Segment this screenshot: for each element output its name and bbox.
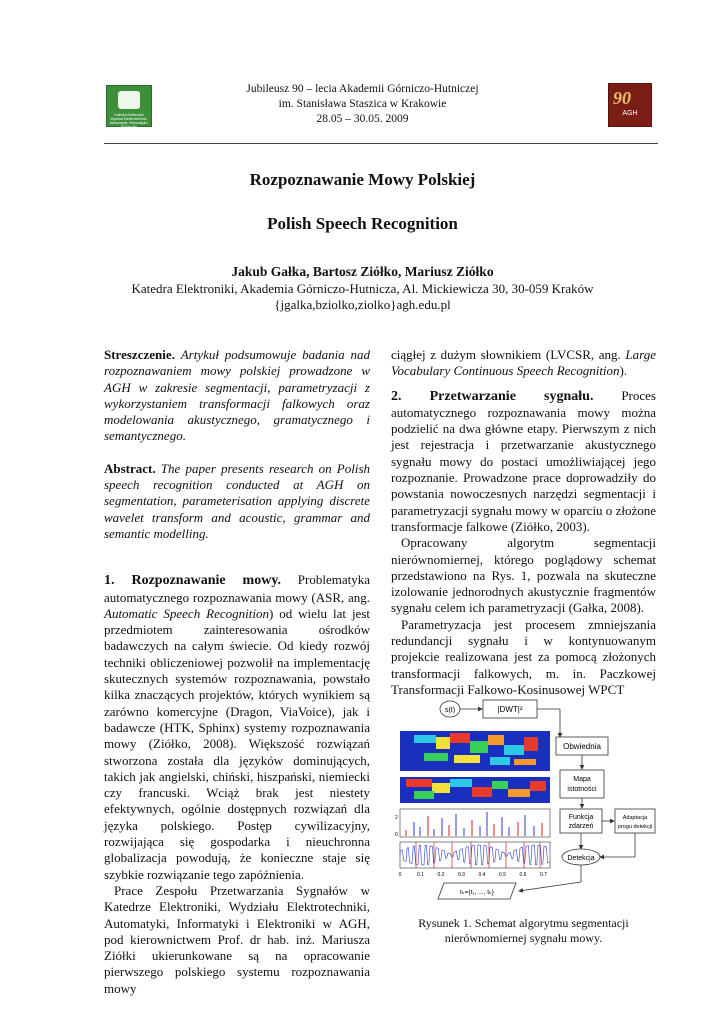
x-tick-label: 0.2 <box>437 872 445 878</box>
section2-paragraph2: Opracowany algorytm segmentacji nierównomiernej, którego poglądowy schemat przedstawiono na Rys. 1, pozwala na skuteczne izolowanie jednorodnych akustycznie fragmentów sygnału celem ich parametryzacji (Gałka, 2008). <box>391 535 656 616</box>
header-divider <box>104 143 658 144</box>
x-tick-label: 0.4 <box>478 872 486 878</box>
x-tick-label: 0.6 <box>519 872 527 878</box>
right-p0-c: ). <box>619 363 628 379</box>
event-function-label-2: zdarzeń <box>568 823 594 830</box>
section1-paragraph2: Prace Zespołu Przetwarzania Sygnałów w Katedrze Elektroniki, Wydziału Elektrotechniki, Automatyki, Informatyki i Elektroniki w AGH, pod kierownictwem Prof. dr hab. inż. Mariusza Ziółki ukierunkowane są na opracowanie pierwszego polskiego systemu rozpoznawania mowy <box>104 882 370 996</box>
significance-map-node <box>560 770 604 798</box>
figure-1-diagram <box>394 697 656 905</box>
header-line-2: im. Stanisława Staszica w Krakowie <box>278 98 447 110</box>
waveform-plot <box>399 842 550 878</box>
spectrogram-2 <box>400 777 550 803</box>
streszczenie-text: Artykuł podsumowuje badania nad rozpoznawaniem mowy polskiej prowadzone w AGH w zakresie segmentacji, parametryzacji z wykorzystaniem transformacji falkowych oraz modelowania akustycznego, gramatycznego i semantycznego. <box>104 347 370 444</box>
event-function-label-1: Funkcja <box>568 814 594 821</box>
detection-node-label: Detekcja <box>567 855 595 862</box>
x-tick-label: 0.7 <box>540 872 547 878</box>
abstract-label: Abstract. <box>104 460 156 476</box>
event-function-plot <box>395 809 550 838</box>
dwt-node-label: |DWT|² <box>497 705 523 714</box>
authors: Jakub Gałka, Bartosz Ziółko, Mariusz Ziółko <box>231 264 494 279</box>
envelope-node-label: Obwiednia <box>563 742 601 751</box>
title-english: Polish Speech Recognition <box>267 214 458 233</box>
section1-paragraph1 <box>104 572 370 883</box>
section1-text-a: Problematyka automatycznego rozpoznawania mowy (ASR, ang. <box>104 572 370 605</box>
output-node-label: tₖ={t₁, ..., tₖ} <box>460 889 494 896</box>
logo-e-icon <box>118 91 140 109</box>
x-tick-label: 0 <box>398 872 402 878</box>
right-column <box>391 347 656 698</box>
threshold-adaptation-label-1: Adaptacja <box>622 815 648 821</box>
logo-agh-text: AGH <box>622 110 638 117</box>
affiliation-block <box>0 281 725 313</box>
logo-90-number: 90 <box>613 88 631 108</box>
threshold-adaptation-label-2: progu detekcji <box>617 824 653 830</box>
streszczenie-paragraph <box>104 347 370 445</box>
conference-logo-left <box>106 85 152 127</box>
signal-node-label: s(t) <box>444 707 456 714</box>
section2-text: Proces automatycznego rozpoznawania mowy można podzielić na dwa główne etapy. Pierwszym z nich jest rejestracja i przetwarzanie akustycznego sygnału mowy do postaci umożliwiającej jego rozpoznanie. Prowadzone prace doprowadziły do powstania nowoczesnych narzędzi segmentacji i parametryzacji sygnału mowy w oparciu o złożone transformacje falkowe (Ziółko, 2003). <box>391 387 656 534</box>
event-y-label-2: 2 <box>395 815 398 821</box>
section1-text-c: ) od wielu lat jest przedmiotem zainteresowania ośrodków badawczych na całym świecie. Od kiedy rozwój techniki obliczeniowej pozwolił na implementację skutecznych systemów rozpoznawania, powstało kilka znaczących projektów, których wynikiem są zarówno komercyjne (Dragon, ViaVoice), jak i badawcze (HTK, Sphinx) systemy rozpoznawania mowy (Ziółko, 2008). Większość rozwiązań stworzona została dla języków dominujących, takich jak angielski, chiński, hiszpański, niemiecki czy francuski. Wciąż brak jest niestety efektywnych, ogólnie dostępnych rozwiązań dla języka polskiego. Postęp cywilizacyjny, rozwijająca się gospodarka i nieuchronna globalizacja powodują, że konieczne staje się szybkie rozwiązanie tego zapóźnienia. <box>104 605 370 882</box>
abstract-paragraph <box>104 461 370 542</box>
section2-heading: 2. Przetwarzanie sygnału. <box>391 388 594 404</box>
x-tick-label: 0.5 <box>499 872 506 878</box>
conference-header <box>180 82 545 127</box>
abstract-text: The paper presents research on Polish speech recognition conducted at AGH on segmentation, parameterisation applying discrete wavelet transform and acoustic, grammar and semantic modelling. <box>104 460 370 541</box>
significance-map-label-1: Mapa <box>573 776 591 783</box>
significance-map-label-2: istotności <box>567 786 597 793</box>
right-p0-a: ciągłej z dużym słownikiem (LVCSR, ang. <box>391 347 621 362</box>
spectrogram-1 <box>400 731 550 771</box>
title-polish: Rozpoznawanie Mowy Polskiej <box>249 170 476 189</box>
streszczenie-label: Streszczenie. <box>104 347 175 362</box>
section1-heading: 1. Rozpoznawanie mowy. <box>104 573 282 589</box>
agh-90-logo <box>608 83 652 127</box>
event-y-label-0: 0 <box>395 832 398 838</box>
right-paragraph0 <box>391 347 656 380</box>
section1-text-b: Automatic Speech Recognition <box>104 605 269 621</box>
affiliation: Katedra Elektroniki, Akademia Górniczo-Hutnicza, Al. Mickiewicza 30, 30-059 Kraków <box>131 281 594 296</box>
figure-svg <box>394 697 656 905</box>
right-p0-b: Large Vocabulary Continuous Speech Recognition <box>391 347 656 379</box>
logo-left-text: Katedra Elektroniki Wydział Elektrotechniki, Automatyki, Informatyki i Elektroniki <box>109 113 149 129</box>
header-line-1: Jubileusz 90 – lecia Akademii Górniczo-Hutniczej <box>246 83 479 95</box>
figure-caption: Rysunek 1. Schemat algorytmu segmentacji nierównomiernej sygnału mowy. <box>418 916 629 945</box>
emails: {jgalka,bziolko,ziolko}agh.edu.pl <box>274 297 451 312</box>
section2-paragraph1 <box>391 388 656 536</box>
left-column <box>104 347 370 997</box>
x-tick-label: 0.1 <box>417 872 424 878</box>
section2-paragraph3: Parametryzacja jest procesem zmniejszania redundancji sygnału i w kontynuowanym projekcie realizowana jest za pomocą złożonych transformacji falkowych, m. in. Paczkowej Transformacji Falkowo-Kosinusowej WPCT <box>391 616 656 697</box>
header-line-3: 28.05 – 30.05. 2009 <box>316 113 409 125</box>
x-tick-label: 0.3 <box>458 872 465 878</box>
